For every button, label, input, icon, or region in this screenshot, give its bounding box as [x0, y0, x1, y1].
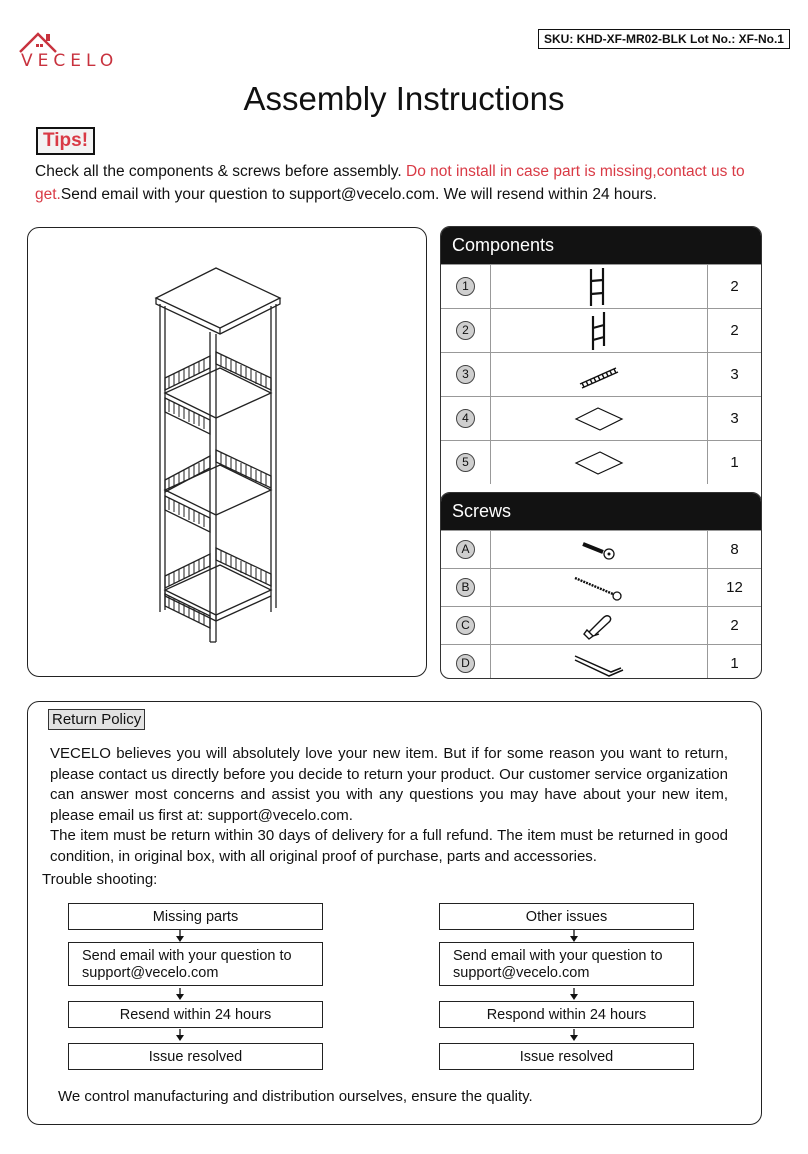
screw-row: [441, 644, 761, 679]
component-number: 4: [456, 409, 475, 428]
screw-qty: 2: [730, 617, 739, 634]
side-frame-short-icon: [579, 310, 619, 352]
trouble-shooting-label: Trouble shooting:: [42, 871, 158, 888]
arrow-down-icon: [569, 1029, 579, 1041]
component-number: 3: [456, 365, 475, 384]
screw-letter: D: [456, 654, 475, 673]
screw-qty: 1: [730, 655, 739, 672]
tips-text-lead: Check all the components & screws before assembly.: [35, 163, 407, 180]
closing-statement: We control manufacturing and distribution ourselves, ensure the quality.: [58, 1088, 533, 1105]
flow-right-step-2: Send email with your question to support@vecelo.com: [439, 942, 694, 986]
tips-label: Tips!: [36, 127, 95, 155]
arrow-down-icon: [569, 930, 579, 942]
screws-table: [440, 492, 762, 679]
arrow-down-icon: [175, 988, 185, 1000]
screw-row: [441, 568, 761, 606]
shelf-unit-icon: [28, 228, 428, 678]
screw-letter: B: [456, 578, 475, 597]
vecelo-logo: [16, 22, 146, 72]
tips-text: [35, 160, 775, 206]
component-qty: 2: [730, 278, 739, 295]
screw-row: [441, 606, 761, 644]
screws-heading: Screws: [441, 493, 761, 530]
screw-qty: 8: [730, 541, 739, 558]
component-qty: 1: [730, 454, 739, 471]
flow-right-step-3: Respond within 24 hours: [439, 1001, 694, 1028]
component-qty: 3: [730, 366, 739, 383]
arrow-down-icon: [569, 988, 579, 1000]
component-row: [441, 264, 761, 308]
component-number: 2: [456, 321, 475, 340]
tips-text-warning: Do not install in case part is missing,contact us to get.: [35, 163, 745, 203]
component-row: [441, 440, 761, 484]
screw-letter: A: [456, 540, 475, 559]
component-number: 1: [456, 277, 475, 296]
logo-text: VECELO: [21, 51, 119, 71]
component-qty: 2: [730, 322, 739, 339]
return-policy-text: [50, 744, 728, 867]
shelf-illustration-panel: [27, 227, 427, 677]
shelf-board-icon: [572, 404, 626, 434]
component-row: [441, 352, 761, 396]
component-row: [441, 396, 761, 440]
return-policy-para1: VECELO believes you will absolutely love your new item. But if for some reason you want to return, please contact us directly before you decide to return your product. Our customer service organization can answer most concerns and assist you with any questions you may have about your new item, please email us first at: support@vecelo.com.: [50, 745, 728, 824]
screw-qty: 12: [726, 579, 743, 596]
arrow-down-icon: [175, 930, 185, 942]
side-frame-tall-icon: [579, 266, 619, 308]
flow-right-step-4: Issue resolved: [439, 1043, 694, 1070]
bolt-icon: [577, 537, 621, 563]
flow-left-step-3: Resend within 24 hours: [68, 1001, 323, 1028]
anti-tip-bracket-icon: [579, 610, 619, 642]
screw-row: [441, 530, 761, 568]
tips-text-tail: Send email with your question to support@vecelo.com. We will resend within 24 hours.: [60, 186, 657, 203]
flow-left-step-2: Send email with your question to support@vecelo.com: [68, 942, 323, 986]
component-row: [441, 308, 761, 352]
component-qty: 3: [730, 410, 739, 427]
top-board-icon: [572, 448, 626, 478]
sku-label: SKU: KHD-XF-MR02-BLK Lot No.: XF-No.1: [538, 29, 790, 49]
arrow-down-icon: [175, 1029, 185, 1041]
flow-right-step-1: Other issues: [439, 903, 694, 930]
page-title: Assembly Instructions: [243, 80, 565, 117]
allen-key-icon: [571, 648, 627, 680]
long-bolt-icon: [571, 573, 627, 603]
flow-left-step-1: Missing parts: [68, 903, 323, 930]
return-policy-tag: Return Policy: [48, 709, 145, 730]
screw-letter: C: [456, 616, 475, 635]
component-number: 5: [456, 453, 475, 472]
rail-guard-icon: [574, 360, 624, 390]
return-policy-para2: The item must be return within 30 days of delivery for a full refund. The item must be returned in good condition, in original box, with all original proof of purchase, parts and accessories.: [50, 827, 728, 865]
components-heading: Components: [441, 227, 761, 264]
flow-left-step-4: Issue resolved: [68, 1043, 323, 1070]
